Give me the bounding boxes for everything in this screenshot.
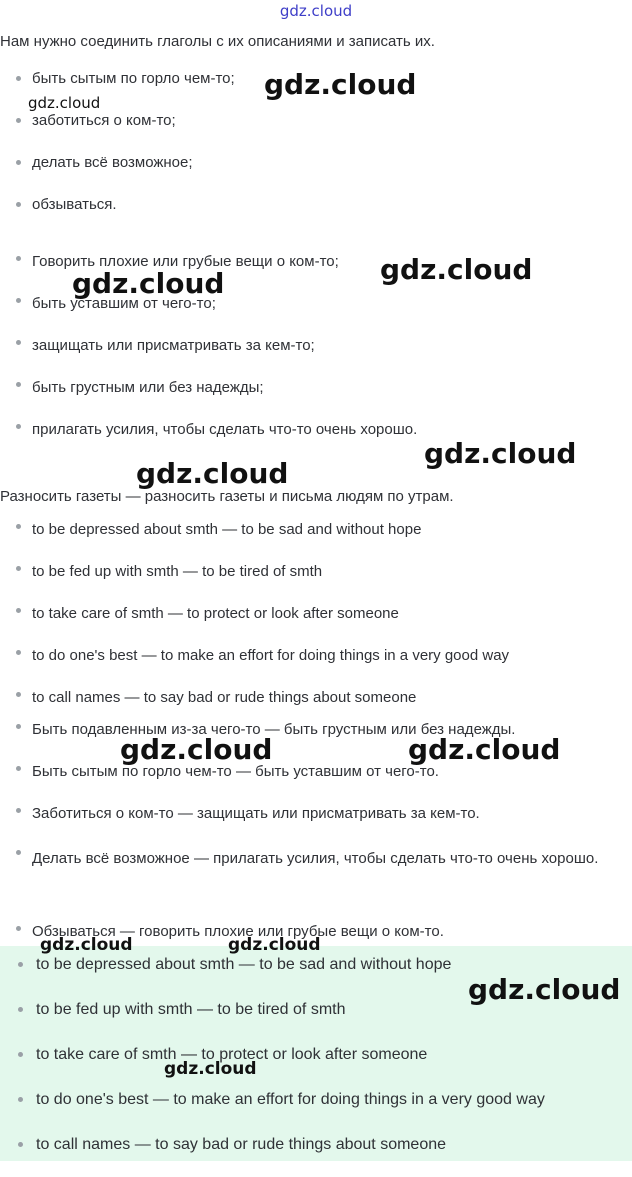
watermark: gdz.cloud <box>164 1059 257 1079</box>
list-item: to call names — to say bad or rude things about someone <box>0 1132 545 1177</box>
watermark: gdz.cloud <box>380 253 533 286</box>
watermark: gdz.cloud <box>120 733 273 766</box>
watermark: gdz.cloud <box>228 935 321 955</box>
list-item: защищать или присматривать за кем-то; <box>0 332 417 374</box>
list-item: Делать всё возможное — прилагать усилия, чтобы сделать что-то очень хорошо. <box>0 842 632 918</box>
list-item: to be fed up with smth — to be tired of smth <box>0 558 632 600</box>
intro-text: Нам нужно соединить глаголы с их описаниями и записать их. <box>0 33 435 50</box>
watermark: gdz.cloud <box>28 94 101 112</box>
list-item: делать всё возможное; <box>0 152 235 194</box>
list-item: to do one's best — to make an effort for doing things in a very good way <box>0 642 632 684</box>
list-item: Говорить плохие или грубые вещи о ком-то; <box>0 248 417 290</box>
watermark: gdz.cloud <box>136 457 289 490</box>
watermark: gdz.cloud <box>468 973 621 1006</box>
final-answer-list <box>0 952 545 1177</box>
list-item: Быть подавленным из-за чего-то — быть грустным или без надежды. <box>0 716 632 758</box>
list-item: to call names — to say bad or rude things about someone <box>0 684 632 716</box>
list-item: прилагать усилия, чтобы сделать что-то очень хорошо. <box>0 416 417 458</box>
watermark: gdz.cloud <box>408 733 561 766</box>
example-text: Разносить газеты — разносить газеты и письма людям по утрам. <box>0 488 454 505</box>
watermark: gdz.cloud <box>264 68 417 101</box>
list-item: обзываться. <box>0 194 235 252</box>
list-item: заботиться о ком-то; <box>0 110 235 152</box>
list-item: to take care of smth — to protect or look after someone <box>0 1042 545 1087</box>
list-item: to take care of smth — to protect or look after someone <box>0 600 632 642</box>
list-item: быть грустным или без надежды; <box>0 374 417 416</box>
list-item: быть сытым по горло чем-то; <box>0 68 235 110</box>
watermark: gdz.cloud <box>424 437 577 470</box>
watermark: gdz.cloud <box>40 935 133 955</box>
list-item: быть уставшим от чего-то; <box>0 290 417 332</box>
list-item: to be depressed about smth — to be sad and without hope <box>0 952 545 997</box>
list-item: to do one's best — to make an effort for doing things in a very good way <box>0 1087 545 1132</box>
list-item: Быть сытым по горло чем-то — быть уставшим от чего-то. <box>0 758 632 800</box>
list-item: to be depressed about smth — to be sad and without hope <box>0 516 632 558</box>
header-watermark: gdz.cloud <box>279 2 353 20</box>
list-item: Обзываться — говорить плохие или грубые вещи о ком-то. <box>0 918 632 960</box>
list-item: to be fed up with smth — to be tired of smth <box>0 997 545 1042</box>
list-item: Заботиться о ком-то — защищать или присматривать за кем-то. <box>0 800 632 842</box>
watermark: gdz.cloud <box>72 267 225 300</box>
